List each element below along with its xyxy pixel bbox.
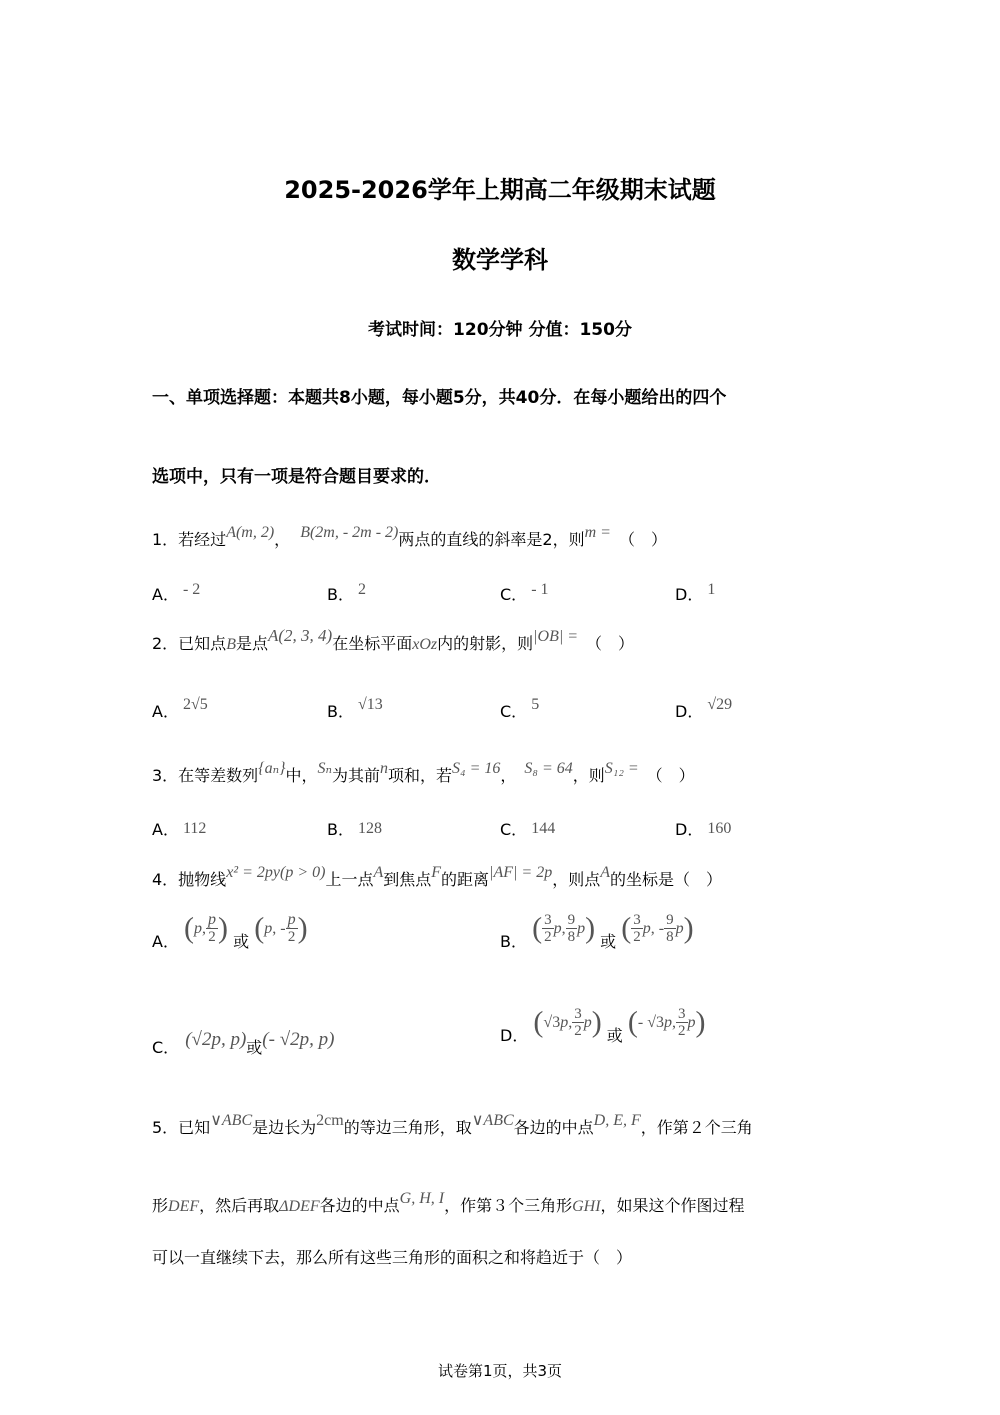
question-5-line2: 形DEF，然后再取ΔDEF各边的中点G, H, I，作第３个三角形GHI，如果这个作图过程: [152, 1190, 745, 1215]
math-ob: |OB| =: [533, 628, 579, 645]
section-heading-line1: 一、单项选择题：本题共8小题，每小题5分，共40分．在每小题给出的四个: [152, 388, 727, 408]
q1-option-c[interactable]: C． - 1: [500, 581, 549, 604]
math-a: A: [373, 864, 384, 881]
math-plane: xOz: [412, 636, 438, 653]
question-1-stem: 1．若经过A(m, 2)， B(2m, - 2m - 2)两点的直线的斜率是2，则m = （ ）: [152, 524, 667, 549]
q4-option-b[interactable]: B． ( $\frac{3}{2}$ p, $\frac{9}{8}$ p) 或 ( $\frac{3}{2}$ p, - $\frac{9}{8}$ p): [500, 911, 694, 951]
section-heading-line2: 选项中，只有一项是符合题目要求的．: [152, 467, 441, 487]
math-m: m =: [584, 524, 611, 541]
q3-option-b[interactable]: B． 128: [327, 820, 382, 839]
q1-option-a[interactable]: A． - 2: [152, 581, 201, 604]
question-3-stem: 3．在等差数列{aₙ}中，Sₙ为其前n项和，若S₄ = 16， S₈ = 64，则S₁₂ = （ ）: [152, 760, 695, 785]
q2-option-a[interactable]: A． 2√5: [152, 696, 208, 721]
q2-option-b[interactable]: B． √13: [327, 696, 383, 721]
q3-option-d[interactable]: D． 160: [675, 820, 732, 839]
math-n: n: [379, 760, 388, 777]
q2-option-c[interactable]: C． 5: [500, 696, 540, 721]
exam-info: 考试时间：120分钟 分值：150分: [368, 320, 632, 340]
math-b: B: [226, 636, 236, 653]
question-5-line3: 可以一直继续下去，那么所有这些三角形的面积之和将趋近于（ ）: [152, 1248, 633, 1267]
exam-title: 2025-2026学年上期高二年级期末试题: [284, 176, 716, 204]
math-sn: Sₙ: [317, 760, 332, 777]
q2-option-d[interactable]: D． √29: [675, 696, 733, 721]
question-2-stem: 2．已知点B是点A(2, 3, 4)在坐标平面xOz内的射影，则|OB| = （ ）: [152, 626, 635, 653]
exam-subject: 数学学科: [452, 246, 548, 274]
math-point-a: A(m, 2): [226, 524, 275, 541]
math-f: F: [431, 864, 442, 881]
q1-option-b[interactable]: B． 2: [327, 581, 366, 604]
math-sequence: {aₙ}: [258, 760, 286, 777]
question-5-line1: 5．已知∨ABC是边长为2cm的等边三角形，取∨ABC各边的中点D, E, F，作第２个三角: [152, 1112, 753, 1137]
math-s8: S₈ = 64: [524, 760, 573, 777]
math-parabola: x² = 2py(p > 0): [226, 864, 326, 881]
q4-option-c[interactable]: C． (√2p, p)或(- √2p, p): [152, 1029, 335, 1057]
q4-option-d[interactable]: D． (√3p, $\frac{3}{2}$ p) 或 (- √3p, $\frac{3}{2}$ p): [500, 1005, 706, 1045]
question-4-stem: 4．抛物线x² = 2py(p > 0)上一点A到焦点F的距离|AF| = 2p，则点A的坐标是（ ）: [152, 864, 722, 889]
q3-option-a[interactable]: A． 112: [152, 820, 207, 839]
q3-option-c[interactable]: C． 144: [500, 820, 556, 839]
math-point-b: B(2m, - 2m - 2): [300, 524, 399, 541]
q1-option-d[interactable]: D． 1: [675, 581, 716, 604]
math-point-a: A(2, 3, 4): [267, 626, 333, 645]
math-s12: S₁₂ =: [604, 760, 639, 777]
q4-option-a[interactable]: A． (p, $\frac{p}{2}$ ) 或 (p, - $\frac{p}{2}$ ): [152, 911, 308, 951]
math-a: A: [600, 864, 610, 881]
math-af: |AF| = 2p: [489, 864, 553, 881]
math-s4: S₄ = 16: [452, 760, 501, 777]
page-footer: 试卷第1页，共3页: [437, 1362, 563, 1380]
